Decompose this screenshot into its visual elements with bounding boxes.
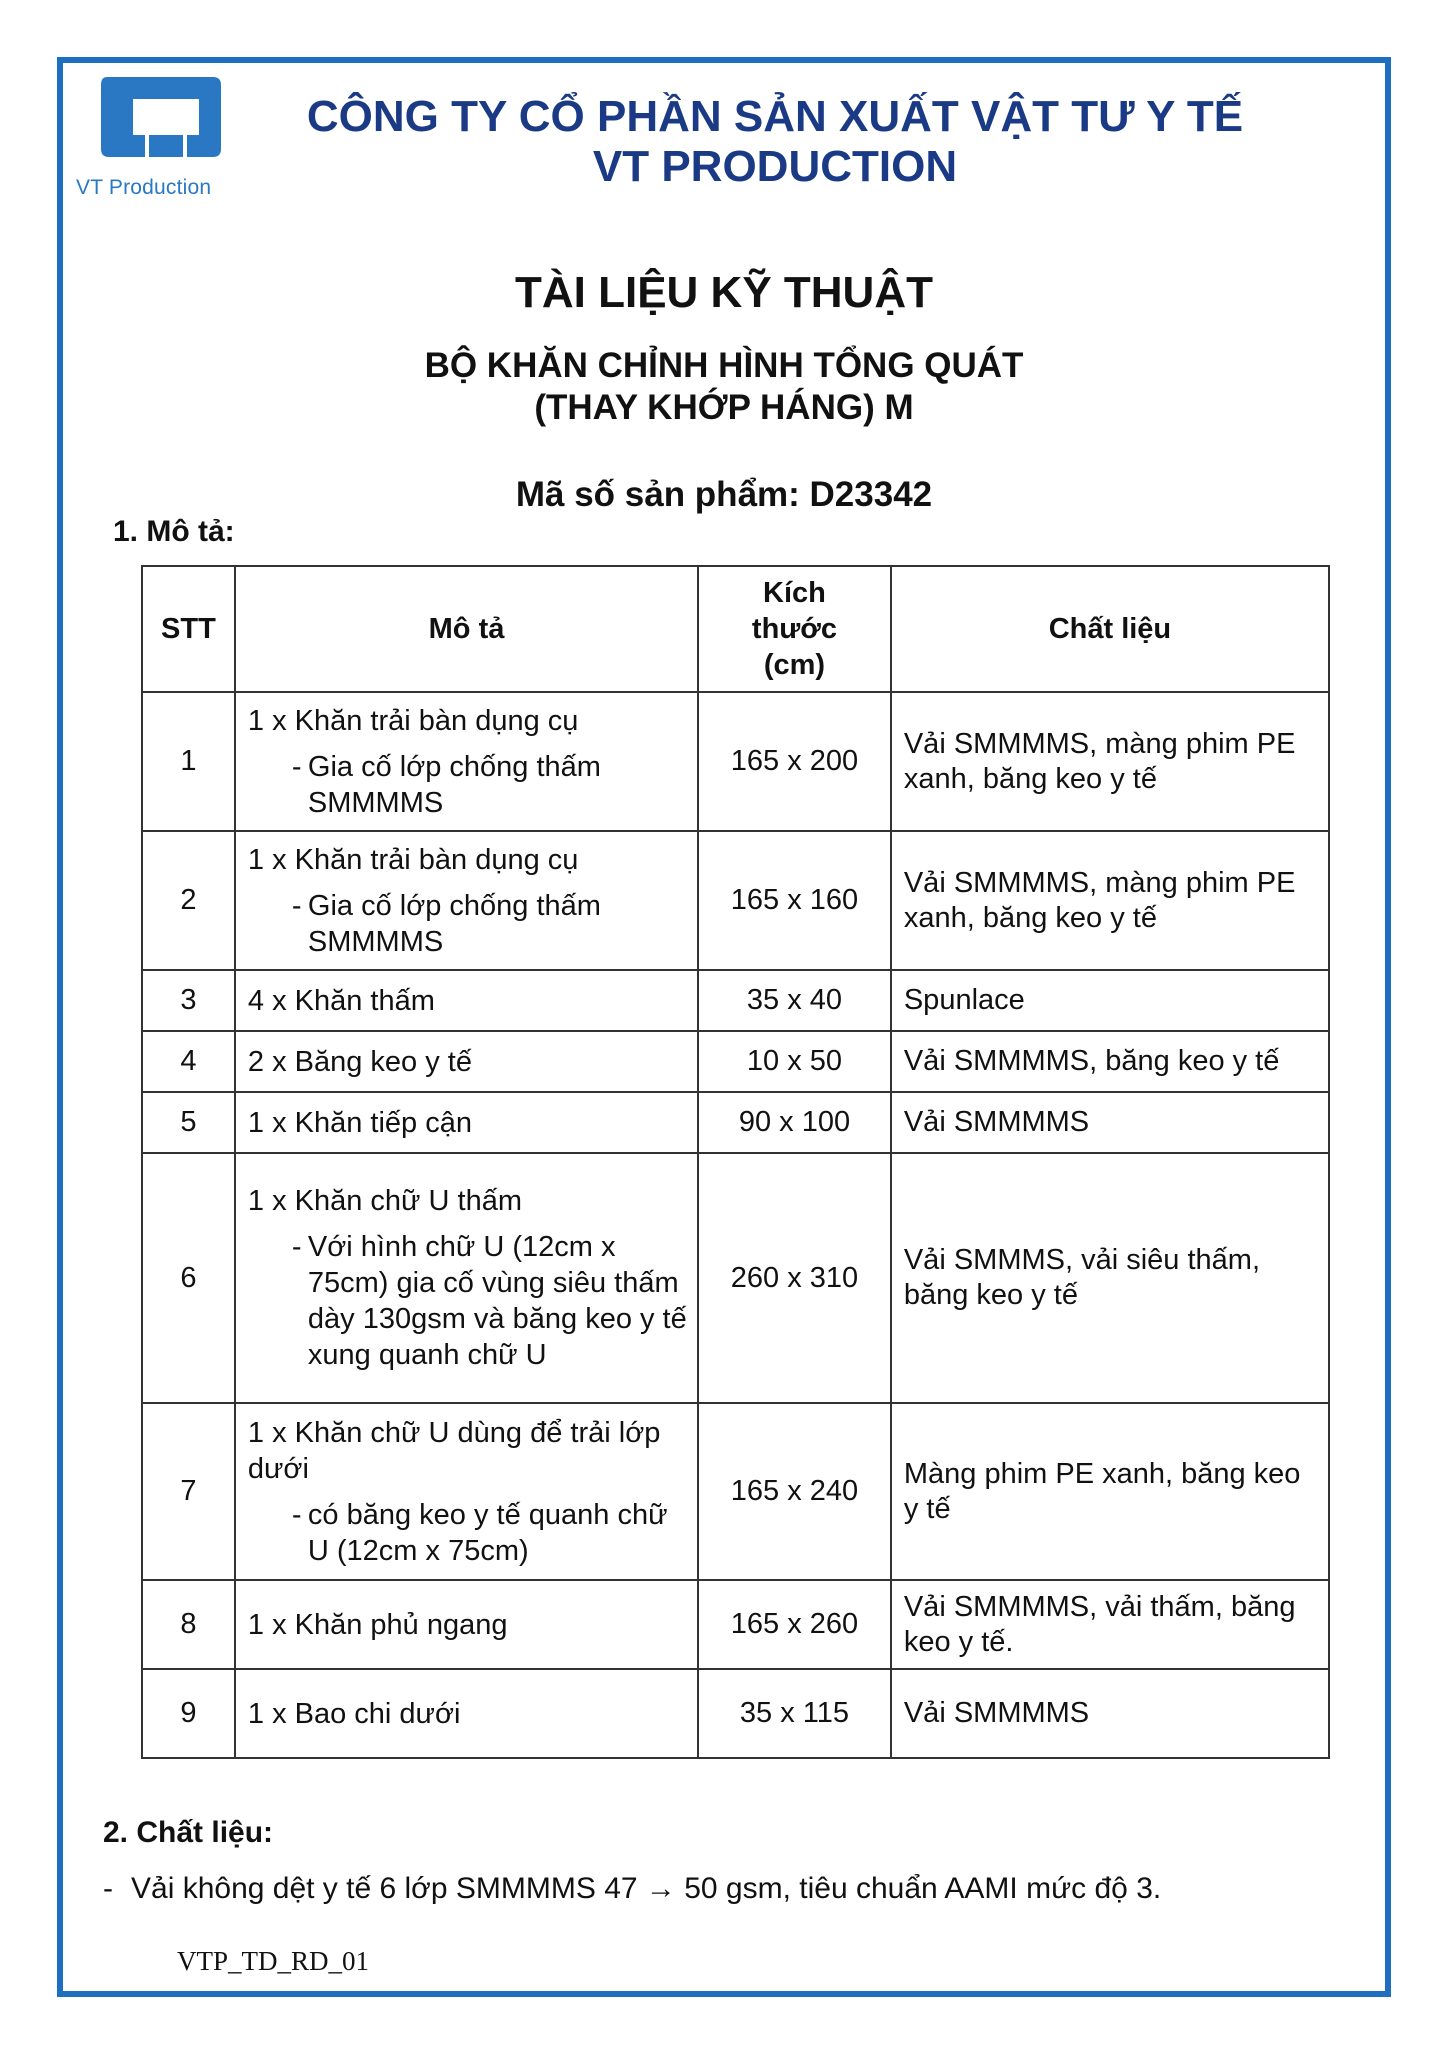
cell-size: 10 x 50	[698, 1031, 891, 1092]
item-detail: - Gia cố lớp chống thấm SMMMMS	[291, 750, 601, 819]
cell-description	[235, 692, 698, 831]
cell-material: Vải SMMMMS	[891, 1092, 1329, 1153]
cell-size: 35 x 115	[698, 1669, 891, 1758]
cell-stt: 3	[142, 970, 235, 1031]
section-material-heading: 2. Chất liệu:	[103, 1816, 274, 1849]
cell-size: 165 x 260	[698, 1580, 891, 1669]
cell-material: Vải SMMMMS, vải thấm, băng keo y tế.	[891, 1580, 1329, 1669]
table-row	[142, 1153, 1329, 1403]
cell-description: 4 x Khăn thấm	[235, 970, 698, 1031]
product-name-line1: BỘ KHĂN CHỈNH HÌNH TỔNG QUÁT	[424, 346, 1024, 385]
item-name: 1 x Khăn chữ U thấm	[247, 1185, 522, 1217]
cell-stt: 8	[142, 1580, 235, 1669]
cell-material: Vải SMMMMS, màng phim PE xanh, băng keo y tế	[891, 692, 1329, 831]
column-header-material: Chất liệu	[891, 566, 1329, 692]
cell-description	[235, 1153, 698, 1403]
section-description-heading: 1. Mô tả:	[113, 515, 235, 548]
cell-size: 165 x 200	[698, 692, 891, 831]
cell-stt: 6	[142, 1153, 235, 1403]
cell-description: 1 x Khăn tiếp cận	[235, 1092, 698, 1153]
logo-text: VT Production	[76, 176, 212, 199]
cell-size: 260 x 310	[698, 1153, 891, 1403]
table-row	[142, 1580, 1329, 1669]
cell-material: Spunlace	[891, 970, 1329, 1031]
cell-stt: 7	[142, 1403, 235, 1580]
cell-description	[235, 831, 698, 970]
table-header-row	[142, 566, 1329, 692]
document-title: TÀI LIỆU KỸ THUẬT	[515, 268, 933, 317]
material-spec-line	[103, 1872, 1161, 1906]
item-name: 1 x Khăn trải bàn dụng cụ	[247, 704, 579, 737]
cell-stt: 9	[142, 1669, 235, 1758]
cell-size: 165 x 240	[698, 1403, 891, 1580]
item-name: 1 x Khăn trải bàn dụng cụ	[247, 843, 579, 876]
table-row	[142, 1031, 1329, 1092]
table-row	[142, 1092, 1329, 1153]
material-spec-text: Vải không dệt y tế 6 lớp SMMMMS 47 → 50 gsm, tiêu chuẩn AAMI mức độ 3.	[131, 1872, 1162, 1905]
company-name-line1: CÔNG TY CỔ PHẦN SẢN XUẤT VẬT TƯ Y TẾ	[306, 92, 1244, 141]
cell-stt: 5	[142, 1092, 235, 1153]
cell-material: Vải SMMMMS, băng keo y tế	[891, 1031, 1329, 1092]
table-row	[142, 692, 1329, 831]
cell-size: 165 x 160	[698, 831, 891, 970]
item-detail: - Với hình chữ U (12cm x 75cm) gia cố vùng siêu thấm dày 130gsm và băng keo y tế xung quanh chữ U	[291, 1231, 687, 1371]
cell-material: Vải SMMMS, vải siêu thấm, băng keo y tế	[891, 1153, 1329, 1403]
cell-description: 1 x Khăn phủ ngang	[235, 1580, 698, 1669]
column-header-stt: STT	[142, 566, 235, 692]
table-row	[142, 1669, 1329, 1758]
cell-description: 1 x Bao chi dưới	[235, 1669, 698, 1758]
item-name: 1 x Khăn chữ U dùng để trải lớp dưới	[247, 1416, 661, 1485]
table-row	[142, 970, 1329, 1031]
cell-material: Vải SMMMMS, màng phim PE xanh, băng keo y tế	[891, 831, 1329, 970]
product-code: Mã số sản phẩm: D23342	[515, 475, 933, 514]
component-table	[141, 565, 1330, 1759]
item-detail: - có băng keo y tế quanh chữ U (12cm x 75cm)	[291, 1498, 668, 1567]
cell-description	[235, 1403, 698, 1580]
cell-stt: 2	[142, 831, 235, 970]
cell-size: 35 x 40	[698, 970, 891, 1031]
item-detail: - Gia cố lớp chống thấm SMMMMS	[291, 889, 601, 958]
cell-size: 90 x 100	[698, 1092, 891, 1153]
cell-description: 2 x Băng keo y tế	[235, 1031, 698, 1092]
cell-stt: 1	[142, 692, 235, 831]
product-name-line2: (THAY KHỚP HÁNG) M	[534, 388, 914, 427]
cell-material: Màng phim PE xanh, băng keo y tế	[891, 1403, 1329, 1580]
table-row	[142, 831, 1329, 970]
column-header-description: Mô tả	[235, 566, 698, 692]
column-header-size: Kích thước (cm)	[698, 566, 891, 692]
bullet-dash: -	[103, 1872, 113, 1905]
table-row	[142, 1403, 1329, 1580]
document-code: VTP_TD_RD_01	[177, 1946, 370, 1976]
company-name-line2: VT PRODUCTION	[592, 142, 958, 191]
cell-stt: 4	[142, 1031, 235, 1092]
cell-material: Vải SMMMMS	[891, 1669, 1329, 1758]
